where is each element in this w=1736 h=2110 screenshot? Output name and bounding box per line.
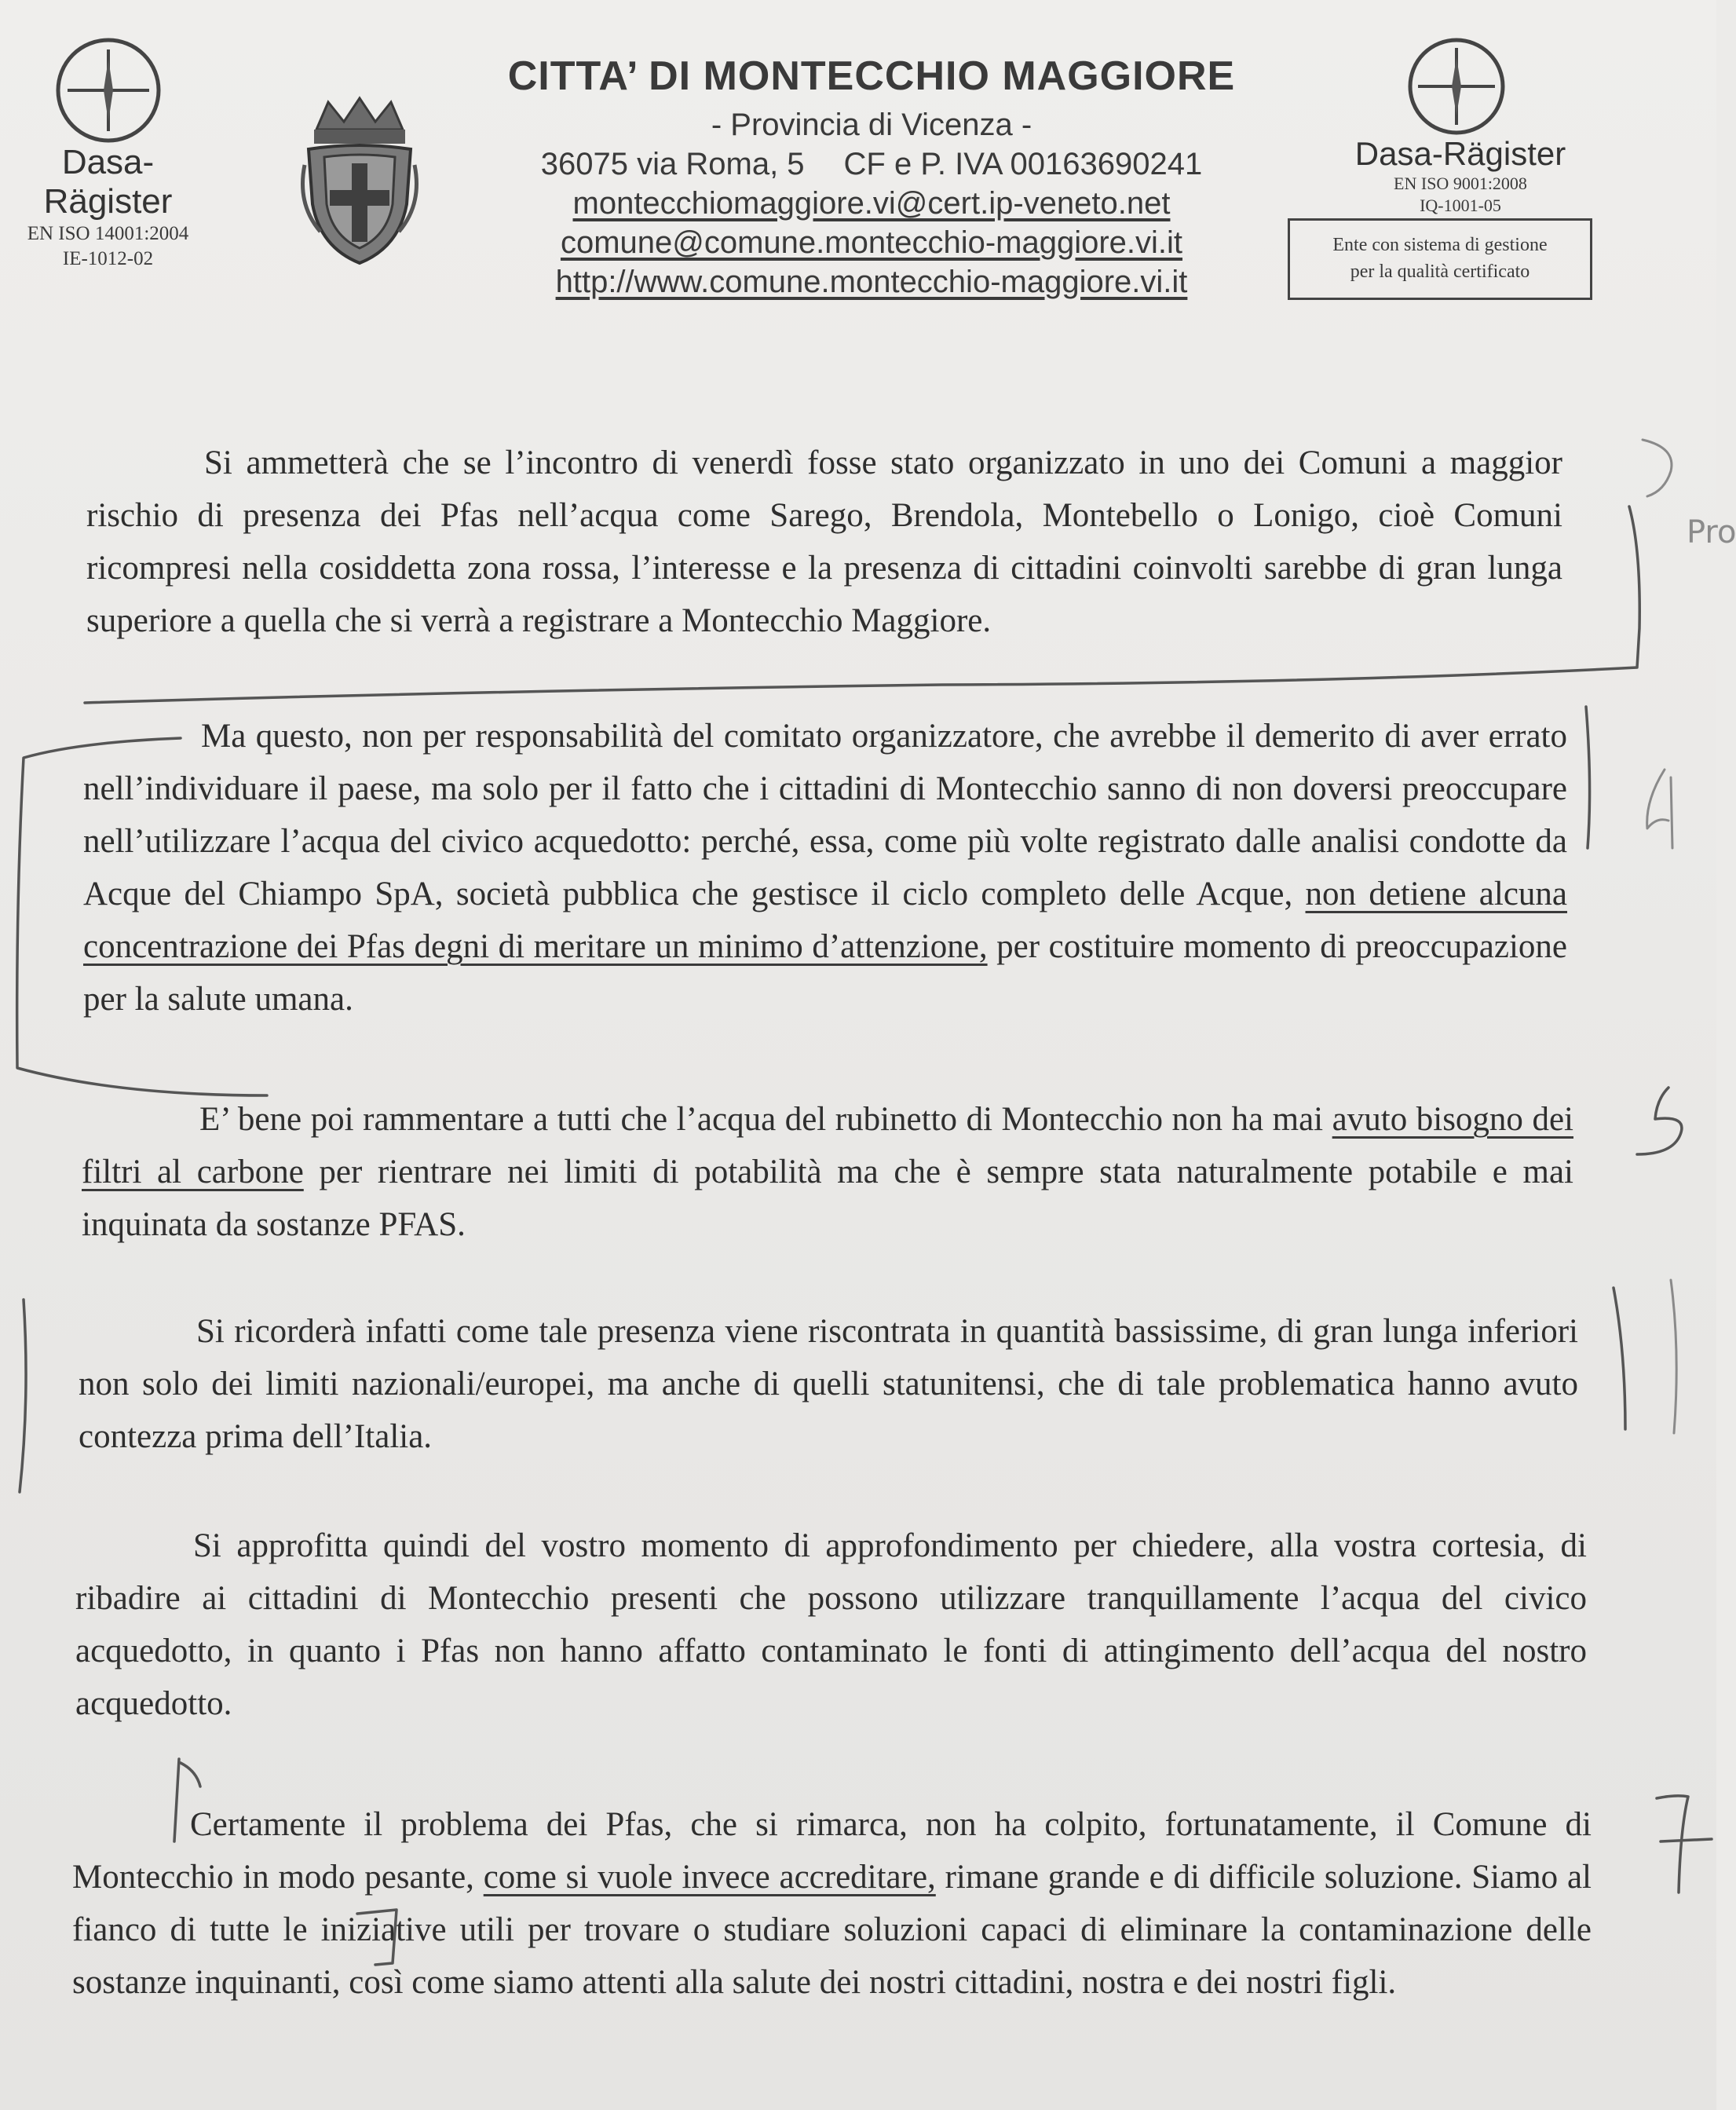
paragraph-6-text-a: Certamente il problema dei Pfas, che si rimarca, non ha colpito, fortunatamente, il Comune di Montecchio in modo pesante, bbox=[72, 1806, 1592, 1896]
paragraph-3-text-a: E’ bene poi rammentare a tutti che l’acqua del rubinetto di Montecchio non ha mai bbox=[199, 1101, 1324, 1138]
paragraph-6 bbox=[72, 1798, 1592, 2009]
website-link[interactable]: http://www.comune.montecchio-maggiore.vi.it bbox=[555, 265, 1188, 299]
cert-left-code: IE-1012-02 bbox=[62, 248, 154, 269]
pec-email-link[interactable]: montecchiomaggiore.vi@cert.ip-veneto.net bbox=[572, 186, 1171, 221]
paragraph-3-text-b: per rientrare nei limiti di potabilità ma che è sempre stata naturalmente potabile e mai inquinata da sostanze PFAS. bbox=[82, 1154, 1573, 1243]
address-line bbox=[440, 144, 1303, 184]
margin-note-pro: Pro bbox=[1687, 514, 1736, 550]
margin-numeral-7 bbox=[1657, 1796, 1712, 1892]
paragraph-3 bbox=[82, 1093, 1573, 1251]
email-link[interactable]: comune@comune.montecchio-maggiore.vi.it bbox=[560, 225, 1183, 260]
letterhead bbox=[440, 47, 1303, 302]
cert-right-standard: EN ISO 9001:2008 bbox=[1394, 174, 1527, 193]
paragraph-5 bbox=[75, 1519, 1587, 1730]
cert-right-code: IQ-1001-05 bbox=[1420, 196, 1501, 215]
paragraph-3-underlined: avuto bisogno dei filtri al carbone bbox=[82, 1101, 1573, 1190]
paragraph-1-text: Si ammetterà che se l’incontro di venerdì fosse stato organizzato in uno dei Comuni a maggior rischio di presenza dei Pfas nell’acqua come Sarego, Brendola, Montebello o Lonigo, cioè Comuni ricompresi nella cosiddetta zona rossa, l’interesse e la presenza di cittadini coinvolti sarebbe di gran lunga superiore a quella che si verrà a registrare a Montecchio Maggiore. bbox=[86, 444, 1562, 639]
tax-ids: CF e P. IVA 00163690241 bbox=[843, 147, 1203, 181]
certification-compass-icon-right bbox=[1405, 35, 1508, 137]
paragraph-2-underlined: non detiene alcuna concentrazione dei Pfas degni di meritare un minimo d’attenzione, bbox=[83, 876, 1568, 965]
quality-certification-box bbox=[1288, 218, 1592, 300]
municipal-crest-icon bbox=[297, 94, 422, 271]
paragraph-2 bbox=[83, 710, 1567, 1026]
margin-numeral-4 bbox=[1647, 770, 1672, 848]
margin-numeral-3 bbox=[1643, 440, 1672, 496]
right-bar-paragraph-4-a bbox=[1614, 1288, 1625, 1429]
cert-right-name: Dasa-Rägister bbox=[1354, 135, 1566, 172]
margin-numeral-5 bbox=[1637, 1088, 1682, 1154]
paragraph-4-text: Si ricorderà infatti come tale presenza viene riscontrata in quantità bassissime, di gran lunga inferiori non solo dei limiti nazionali/europei, ma anche di quelli statunitensi, che di tale problematica hanno avuto contezza prima dell’Italia. bbox=[79, 1313, 1578, 1455]
bracket-paragraph-2-right bbox=[1586, 707, 1590, 848]
right-bar-paragraph-4-b bbox=[1671, 1280, 1676, 1433]
city-title: CITTA’ DI MONTECCHIO MAGGIORE bbox=[507, 53, 1236, 99]
cert-left-name: Dasa-Rägister bbox=[43, 143, 173, 221]
paragraph-6-text-b: rimane grande e di difficile soluzione. Siamo al fianco di tutte le iniziative utili per trovare o studiare soluzioni capaci di eliminare la contaminazione delle sostanze inquinanti, così come siamo attenti alla salute dei nostri cittadini, nostra e dei nostri figli. bbox=[72, 1859, 1592, 2001]
paragraph-4 bbox=[79, 1305, 1578, 1463]
paragraph-1 bbox=[86, 437, 1562, 647]
quality-box-line2: per la qualità certificato bbox=[1350, 261, 1530, 282]
quality-box-line1: Ente con sistema di gestione bbox=[1332, 235, 1548, 255]
paragraph-5-text: Si approfitta quindi del vostro momento di approfondimento per chiedere, alla vostra cortesia, di ribadire ai cittadini di Montecchio presenti che possono utilizzare tranquillamente l’acqua del civico acquedotto, in quanto i Pfas non hanno affatto contaminato le fonti di attingimento dell’acqua del nostro acquedotto. bbox=[75, 1527, 1587, 1722]
address: 36075 via Roma, 5 bbox=[540, 147, 805, 181]
certification-right bbox=[1350, 135, 1570, 217]
left-bar-paragraph-4 bbox=[20, 1300, 26, 1492]
certification-left bbox=[0, 143, 216, 272]
cert-left-standard: EN ISO 14001:2004 bbox=[27, 223, 189, 244]
paragraph-6-underlined: come si vuole invece accreditare, bbox=[483, 1859, 936, 1896]
paragraph-2-text-a: Ma questo, non per responsabilità del comitato organizzatore, che avrebbe il demerito di aver errato nell’individuare il paese, ma solo per il fatto che i cittadini di Montecchio sanno di non doversi preoccupare nell’utilizzare l’acqua del civico acquedotto: perché, essa, come più volte registrato dalle analisi condotte da Acque del Chiampo SpA, società pubblica che gestisce il ciclo completo delle Acque, bbox=[83, 718, 1567, 912]
province: - Provincia di Vicenza - bbox=[711, 108, 1032, 142]
certification-compass-icon bbox=[53, 35, 163, 145]
paragraph-2-text-b: per costituire momento di preoccupazione per la salute umana. bbox=[83, 928, 1567, 1018]
